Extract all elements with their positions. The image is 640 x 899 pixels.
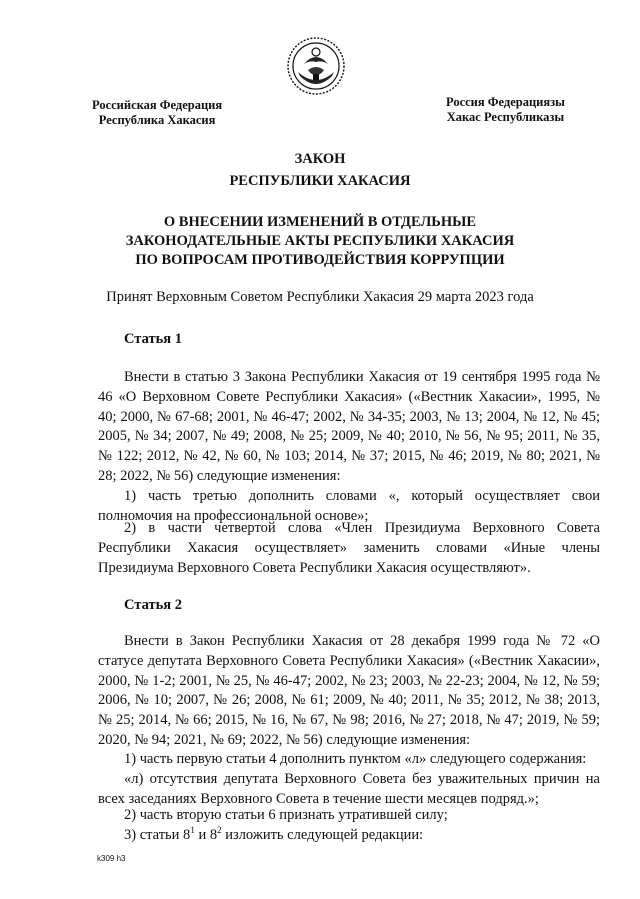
article-1-intro: Внести в статью 3 Закона Республики Хакасия от 19 сентября 1995 года № 46 «О Верховном Совете Республики Хакасия» («Вестник Хакасии», 1995, № 40; 2000, № 67-68; 2001, № 46-47; 2002, № 34-35; 2003, № 13; 2004, № 12, № 45; 2005, № 34; 2007, № 49; 2008, № 25; 2009, № 40; 2010, № 56, № 95; 2011, № 35, № 122; 2012, № 42, № 60, № 103; 2014, № 37; 2015, № 46; 2019, № 80; 2021, № 28; 2022, № 56) следующие изменения: [98,369,600,484]
law-subject-line2: ЗАКОНОДАТЕЛЬНЫЕ АКТЫ РЕСПУБЛИКИ ХАКАСИЯ [125,233,515,249]
article-2-heading: Статья 2 [124,597,182,613]
header-right-republic: Хакас Республиказы [446,110,565,124]
header-left-country: Российская Федерация [92,98,223,112]
law-title-line1: ЗАКОН [294,151,346,167]
item-3-text-c: изложить следующей редакции: [221,827,424,843]
header-left [92,98,222,128]
header-right [446,95,565,125]
coat-of-arms-emblem [286,36,346,96]
footer-code: k309 h3 [97,854,126,863]
article-2-item-1: 1) часть первую статьи 4 дополнить пунктом «л» следующего содержания: [124,751,587,767]
article-2-item-1-quote: «л) отсутствия депутата Верховного Совета без уважительных причин на всех заседаниях Верховного Совета в течение шести месяцев подряд.»; [98,771,600,807]
law-subject [0,213,640,270]
header-right-country: Россия Федерациязы [446,95,565,109]
article-1-heading: Статья 1 [124,331,182,347]
header-left-republic: Республика Хакасия [98,113,216,127]
item-3-sup-2: 2 [217,825,222,836]
law-title-line2: РЕСПУБЛИКИ ХАКАСИЯ [229,173,411,189]
article-2-item-3 [98,826,600,846]
item-3-text-b: и 8 [194,827,218,843]
item-3-sup-1: 1 [190,825,195,836]
article-1-item-1: 1) часть третью дополнить словами «, который осуществляет свои полномочия на профессиональной основе»; [98,488,600,524]
item-3-text-a: 3) статьи 8 [124,827,191,843]
article-2-intro: Внести в Закон Республики Хакасия от 28 декабря 1999 года № 72 «О статусе депутата Верховного Совета Республики Хакасия» («Вестник Хакасии», 2000, № 1-2; 2001, № 25, № 46-47; 2002, № 23; 2003, № 22-23; 2004, № 12, № 59; 2006, № 10; 2007, № 26; 2008, № 61; 2009, № 40; 2011, № 35; 2012, № 38; 2013, № 25; 2014, № 66; 2015, № 16, № 67, № 98; 2016, № 27; 2018, № 47; 2019, № 59; 2020, № 94; 2021, № 69; 2022, № 56) следующие изменения: [98,633,600,748]
article-1-item-2: 2) в части четвертой слова «Член Президиума Верховного Совета Республики Хакасия осуществляет» заменить словами «Иные члены Президиума Верховного Совета Республики Хакасия осуществляют». [98,520,600,576]
law-subject-line3: ПО ВОПРОСАМ ПРОТИВОДЕЙСТВИЯ КОРРУПЦИИ [135,252,505,268]
article-2-item-2: 2) часть вторую статьи 6 признать утратившей силу; [124,807,448,823]
adoption-note: Принят Верховным Советом Республики Хакасия 29 марта 2023 года [106,289,534,305]
law-title [0,148,640,192]
law-subject-line1: О ВНЕСЕНИИ ИЗМЕНЕНИЙ В ОТДЕЛЬНЫЕ [163,214,477,230]
